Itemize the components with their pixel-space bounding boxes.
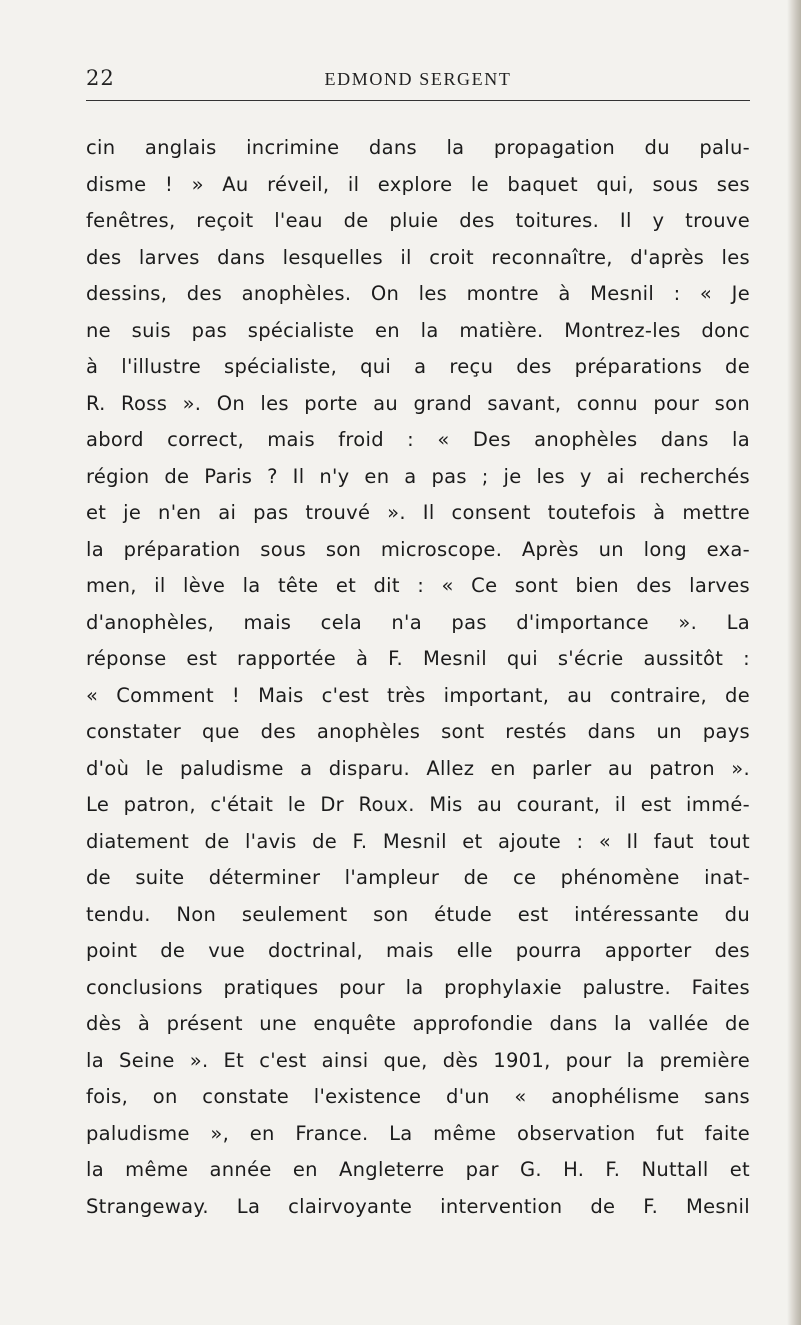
text-line-25: dès à présent une enquête approfondie dans la vallée de — [86, 1012, 750, 1035]
text-line-17: constater que des anophèles sont restés dans un pays — [86, 720, 750, 743]
text-line-22: tendu. Non seulement son étude est intéressante du — [86, 902, 750, 926]
text-line-19: Le patron, c'était le Dr Roux. Mis au courant, il est immé- — [86, 793, 750, 816]
text-line-1: cin anglais incrimine dans la propagation du palu- — [86, 136, 750, 159]
text-line-23: point de vue doctrinal, mais elle pourra apporter des — [86, 939, 750, 962]
text-line-3: fenêtres, reçoit l'eau de pluie des toitures. Il y trouve — [86, 209, 750, 232]
text-line-2: disme ! » Au réveil, il explore le baquet qui, sous ses — [86, 172, 750, 196]
text-line-7: à l'illustre spécialiste, qui a reçu des préparations de — [86, 355, 750, 378]
text-line-14: d'anophèles, mais cela n'a pas d'importance ». La — [86, 610, 750, 634]
text-line-5: dessins, des anophèles. On les montre à Mesnil : « Je — [86, 282, 750, 305]
text-line-20: diatement de l'avis de F. Mesnil et ajoute : « Il faut tout — [86, 829, 750, 853]
text-line-8: R. Ross ». On les porte au grand savant, connu pour son — [86, 391, 750, 415]
page-edge-shadow — [787, 0, 801, 1325]
text-line-16: « Comment ! Mais c'est très important, au contraire, de — [86, 683, 750, 707]
page-number: 22 — [86, 66, 115, 90]
text-line-13: men, il lève la tête et dit : « Ce sont bien des larves — [86, 574, 750, 597]
body-text — [86, 130, 750, 1225]
header-rule — [86, 100, 750, 101]
text-line-30: Strangeway. La clairvoyante intervention de F. Mesnil — [86, 1194, 750, 1218]
text-line-11: et je n'en ai pas trouvé ». Il consent toutefois à mettre — [86, 501, 750, 524]
text-line-10: région de Paris ? Il n'y en a pas ; je les y ai recherchés — [86, 464, 750, 488]
text-line-29: la même année en Angleterre par G. H. F. Nuttall et — [86, 1158, 750, 1181]
text-line-18: d'où le paludisme a disparu. Allez en parler au patron ». — [86, 756, 750, 780]
text-line-24: conclusions pratiques pour la prophylaxie palustre. Faites — [86, 975, 750, 999]
text-line-12: la préparation sous son microscope. Après un long exa- — [86, 537, 750, 561]
text-line-15: réponse est rapportée à F. Mesnil qui s'écrie aussitôt : — [86, 647, 750, 670]
running-head: EDMOND SERGENT — [324, 69, 512, 89]
text-line-6: ne suis pas spécialiste en la matière. Montrez-les donc — [86, 318, 750, 342]
text-line-27: fois, on constate l'existence d'un « anophélisme sans — [86, 1085, 750, 1108]
text-line-26: la Seine ». Et c'est ainsi que, dès 1901, pour la première — [86, 1048, 750, 1072]
text-line-4: des larves dans lesquelles il croit reconnaître, d'après les — [86, 245, 750, 269]
text-line-21: de suite déterminer l'ampleur de ce phénomène inat- — [86, 866, 750, 889]
text-line-9: abord correct, mais froid : « Des anophèles dans la — [86, 428, 750, 451]
text-line-28: paludisme », en France. La même observation fut faite — [86, 1121, 750, 1145]
